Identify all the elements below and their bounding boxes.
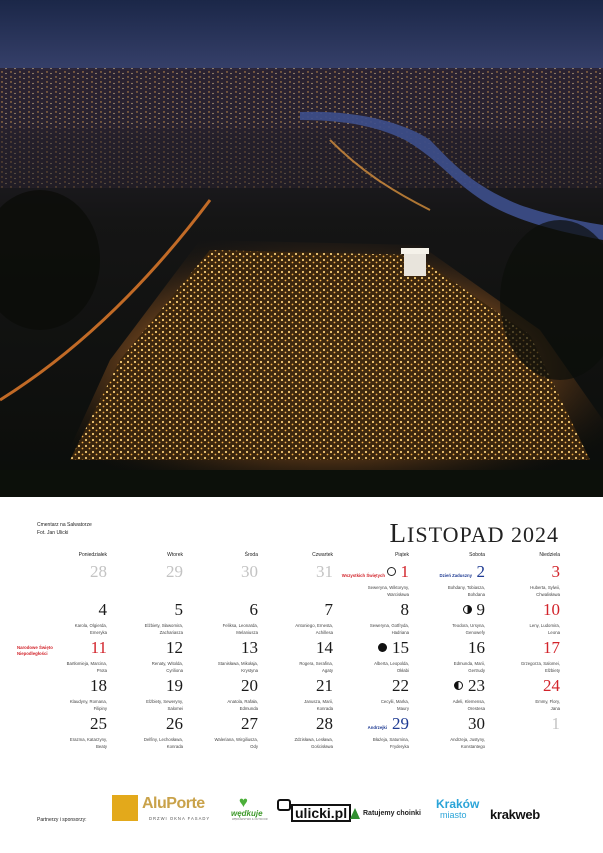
wedkuje-heart-icon: ♥	[239, 794, 248, 811]
name-days	[452, 622, 485, 636]
day-number: 2	[476, 562, 485, 581]
name-day-line: Erazma, Katarzyny,	[69, 737, 107, 742]
photo-caption	[37, 521, 92, 537]
name-days	[448, 584, 485, 598]
day-cell	[496, 601, 560, 639]
caption-author: Fot. Jan Ulicki	[37, 530, 69, 536]
weekday-label: Piątek	[395, 552, 409, 558]
name-day-line: Maury	[397, 706, 409, 711]
name-day-line: Konstantego	[460, 744, 485, 749]
month-rest: ISTOPAD	[407, 522, 505, 547]
day-number: 10	[543, 600, 560, 619]
weekday-label: Sobota	[469, 552, 485, 558]
name-day-line: Antoniego, Ernesta,	[295, 623, 333, 628]
name-day-line: Edmunda, Marii,	[453, 661, 485, 666]
ratujemy-choinki-logo	[350, 808, 430, 824]
day-cell	[43, 563, 107, 601]
day-cell	[119, 563, 183, 601]
day-number: 31	[316, 562, 333, 581]
aluporte-tagline: DRZWI OKNA FASADY	[149, 816, 211, 821]
day-cell	[421, 715, 485, 753]
name-day-line: Seweryna, Wiktoryny,	[367, 585, 409, 590]
holiday-label	[17, 645, 53, 657]
name-day-line: Edmunda	[239, 706, 258, 711]
name-days	[530, 584, 560, 598]
name-day-line: Adeli, Klemensa,	[452, 699, 485, 704]
name-day-line: Fryderyka	[389, 744, 409, 749]
name-days	[370, 622, 409, 636]
day-number: 16	[468, 638, 485, 657]
month-initial: L	[389, 518, 408, 548]
day-number: 29	[166, 562, 183, 581]
wedkuje-name: wędkuje	[231, 809, 263, 818]
weekday-label: Poniedziałek	[78, 552, 107, 558]
name-day-line: Jana	[550, 706, 560, 711]
name-day-line: Bohdana	[467, 592, 485, 597]
name-day-line: Delfiny, Lechosława,	[143, 737, 183, 742]
day-number: 5	[174, 600, 183, 619]
day-number: 20	[241, 676, 258, 695]
day-cell	[269, 677, 333, 715]
name-day-line: Janusza, Marii,	[304, 699, 333, 704]
krakweb-logo	[490, 807, 560, 825]
day-cell	[119, 715, 183, 753]
name-day-line: Emmy, Flory,	[535, 699, 560, 704]
name-day-line: Cyriliona	[166, 668, 183, 673]
name-day-line: Rogera, Serafina,	[299, 661, 333, 666]
ratujemy-choinki-name: Ratujemy choinki	[363, 810, 421, 817]
day-number: 19	[166, 676, 183, 695]
name-day-line: Klaudyny, Romana,	[69, 699, 107, 704]
day-cell	[119, 639, 183, 677]
day-cell	[345, 639, 409, 677]
day-cell	[43, 677, 107, 715]
day-cell	[194, 639, 258, 677]
wedkuje-tagline: WĘDKARSTWO & OUTDOOR	[232, 818, 268, 821]
day-cell	[496, 677, 560, 715]
holiday-line: Wszystkich Świętych	[341, 573, 385, 578]
day-number: 3	[551, 562, 560, 581]
weekday-label: Wtorek	[167, 552, 183, 558]
day-number: 17	[543, 638, 560, 657]
day-cell	[269, 715, 333, 753]
aluporte-name: AluPorte	[142, 795, 205, 812]
ulicki-logo	[277, 797, 348, 823]
name-day-line: Błażeja, Saturnina,	[372, 737, 409, 742]
moon-phase-last-icon	[454, 681, 463, 690]
day-number: 15	[392, 638, 409, 657]
day-cell	[119, 677, 183, 715]
name-day-line: Filipiny	[93, 706, 107, 711]
name-day-line: Feliksa, Leonarda,	[222, 623, 258, 628]
holiday-line: Dzień Zaduszny	[439, 573, 472, 578]
day-number: 22	[392, 676, 409, 695]
day-cell	[496, 563, 560, 601]
day-number: 28	[316, 714, 333, 733]
day-number: 6	[249, 600, 258, 619]
name-days	[521, 660, 560, 674]
day-cell	[345, 715, 409, 753]
krakow-word: Kraków	[436, 797, 480, 811]
name-day-line: Waleriana, Wirgiliusza,	[214, 737, 258, 742]
name-days	[145, 622, 183, 636]
day-number: 14	[316, 638, 333, 657]
ulicki-camera-icon	[277, 799, 291, 811]
day-cell	[421, 677, 485, 715]
day-number: 18	[90, 676, 107, 695]
name-day-line: Ody	[250, 744, 258, 749]
name-day-line: Chwalisława	[536, 592, 560, 597]
name-day-line: Alberta, Leopolda,	[374, 661, 409, 666]
name-day-line: Agaty	[322, 668, 333, 673]
day-cell	[496, 639, 560, 677]
holiday-label	[368, 725, 387, 731]
name-day-line: Leny, Ludomira,	[529, 623, 560, 628]
name-day-line: Grzegorza, Salomei,	[520, 661, 560, 666]
holiday-label	[440, 573, 472, 579]
name-days	[299, 660, 333, 674]
weekday-label: Czwartek	[312, 552, 333, 558]
name-day-line: Bartłomieja, Marcina,	[66, 661, 107, 666]
ulicki-name: ulicki.pl	[291, 804, 351, 822]
day-cell	[17, 638, 107, 677]
day-cell	[119, 601, 183, 639]
day-number: 1	[400, 562, 409, 581]
day-cell	[194, 601, 258, 639]
name-day-line: Okłabi	[396, 668, 409, 673]
name-day-line: Gertrudy	[468, 668, 485, 673]
holiday-line: Andrzejki	[367, 725, 387, 730]
day-cell	[496, 715, 560, 753]
day-number: 12	[166, 638, 183, 657]
day-cell	[269, 639, 333, 677]
name-day-line: Beaty	[96, 744, 107, 749]
name-day-line: Achillesa	[315, 630, 333, 635]
day-number: 7	[324, 600, 333, 619]
name-day-line: Teodora, Ursyna,	[452, 623, 485, 628]
name-day-line: Prota	[96, 668, 107, 673]
name-day-line: Konrada	[316, 706, 333, 711]
name-days	[373, 736, 409, 750]
day-number: 26	[166, 714, 183, 733]
day-number: 21	[316, 676, 333, 695]
name-day-line: Stanisława, Mikołaja,	[217, 661, 258, 666]
tree-icon	[350, 808, 360, 819]
day-number: 25	[90, 714, 107, 733]
name-days	[374, 660, 409, 674]
moon-phase-full-icon	[378, 643, 387, 652]
name-days	[67, 660, 107, 674]
name-days	[530, 622, 561, 636]
name-days	[454, 660, 485, 674]
name-day-line: Renaty, Witolda,	[151, 661, 183, 666]
day-cell	[341, 562, 409, 601]
day-cell	[421, 639, 485, 677]
name-days	[295, 622, 333, 636]
holiday-line: Niepodległości	[17, 651, 48, 656]
partners-label: Partnerzy i sponsorzy:	[37, 817, 87, 823]
name-days	[223, 622, 258, 636]
name-days	[453, 698, 485, 712]
name-days	[368, 584, 409, 598]
month-title	[390, 518, 559, 549]
month-year: 2024	[511, 522, 559, 547]
name-days	[227, 698, 258, 712]
name-day-line: Bohdany, Tobiasza,	[447, 585, 485, 590]
name-days	[218, 660, 258, 674]
day-number: 30	[468, 714, 485, 733]
moon-phase-first-icon	[463, 605, 472, 614]
name-day-line: Gościsława	[311, 744, 333, 749]
day-number: 24	[543, 676, 560, 695]
caption-location: Cmentarz na Salwatorze	[37, 522, 92, 528]
moon-phase-new-icon	[387, 567, 396, 576]
name-days	[70, 736, 107, 750]
name-day-line: Zdzisława, Lesława,	[294, 737, 333, 742]
day-cell	[43, 715, 107, 753]
holiday-line: Narodowe Święto	[17, 645, 53, 650]
name-days	[304, 698, 333, 712]
name-day-line: Melaniusza	[236, 630, 258, 635]
weekday-label: Niedziela	[539, 552, 560, 558]
day-number: 30	[241, 562, 258, 581]
holiday-label	[342, 573, 385, 579]
name-day-line: Cecylii, Marka,	[380, 699, 409, 704]
name-day-line: Huberta, Sylwii,	[530, 585, 560, 590]
name-day-line: Emeryka	[90, 630, 107, 635]
day-cell	[194, 715, 258, 753]
day-cell	[194, 677, 258, 715]
name-day-line: Anatola, Rafała,	[227, 699, 258, 704]
name-day-line: Elżbiety	[544, 668, 560, 673]
aluporte-square-icon	[112, 795, 138, 821]
day-cell	[421, 601, 485, 639]
name-days	[146, 698, 183, 712]
name-day-line: Elżbiety, Seweryny,	[146, 699, 183, 704]
day-number: 4	[98, 600, 107, 619]
day-cell	[269, 601, 333, 639]
name-day-line: Andrzeja, Justyny,	[450, 737, 485, 742]
aluporte-logo	[112, 795, 212, 825]
weekday-label: Środa	[244, 552, 258, 558]
name-day-line: Konrada	[166, 744, 183, 749]
krakweb-name: krakweb	[490, 807, 540, 822]
day-number: 11	[90, 638, 107, 657]
name-days	[450, 736, 485, 750]
day-number: 27	[241, 714, 258, 733]
name-days	[381, 698, 409, 712]
day-number: 1	[551, 714, 560, 733]
name-day-line: Krystyna	[241, 668, 258, 673]
name-day-line: Elżbiety, Sławomira,	[144, 623, 183, 628]
name-day-line: Hadriana	[391, 630, 409, 635]
name-day-line: Leona	[548, 630, 560, 635]
miasto-word: miasto	[440, 810, 467, 820]
name-days	[144, 736, 183, 750]
day-number: 23	[468, 676, 485, 695]
name-day-line: Seweryna, Gotfryda,	[369, 623, 409, 628]
day-cell	[269, 563, 333, 601]
day-cell	[194, 563, 258, 601]
krakow-miasto-logo	[436, 797, 482, 825]
name-days	[535, 698, 560, 712]
name-days	[295, 736, 333, 750]
day-cell	[421, 563, 485, 601]
day-cell	[345, 677, 409, 715]
day-number: 29	[392, 714, 409, 733]
name-day-line: Zachariasza	[159, 630, 183, 635]
name-day-line: Warcisława	[387, 592, 409, 597]
name-day-line: Salomei	[167, 706, 183, 711]
wedkuje-logo	[229, 795, 267, 825]
name-days	[70, 698, 107, 712]
name-day-line: Genowefy	[465, 630, 485, 635]
day-cell	[345, 601, 409, 639]
day-number: 8	[400, 600, 409, 619]
name-day-line: Orestesa	[467, 706, 485, 711]
day-number: 9	[476, 600, 485, 619]
day-cell	[43, 601, 107, 639]
day-number: 28	[90, 562, 107, 581]
name-days	[152, 660, 183, 674]
day-number: 13	[241, 638, 258, 657]
name-days	[75, 622, 107, 636]
name-days	[214, 736, 258, 750]
name-day-line: Karola, Olgierda,	[74, 623, 107, 628]
